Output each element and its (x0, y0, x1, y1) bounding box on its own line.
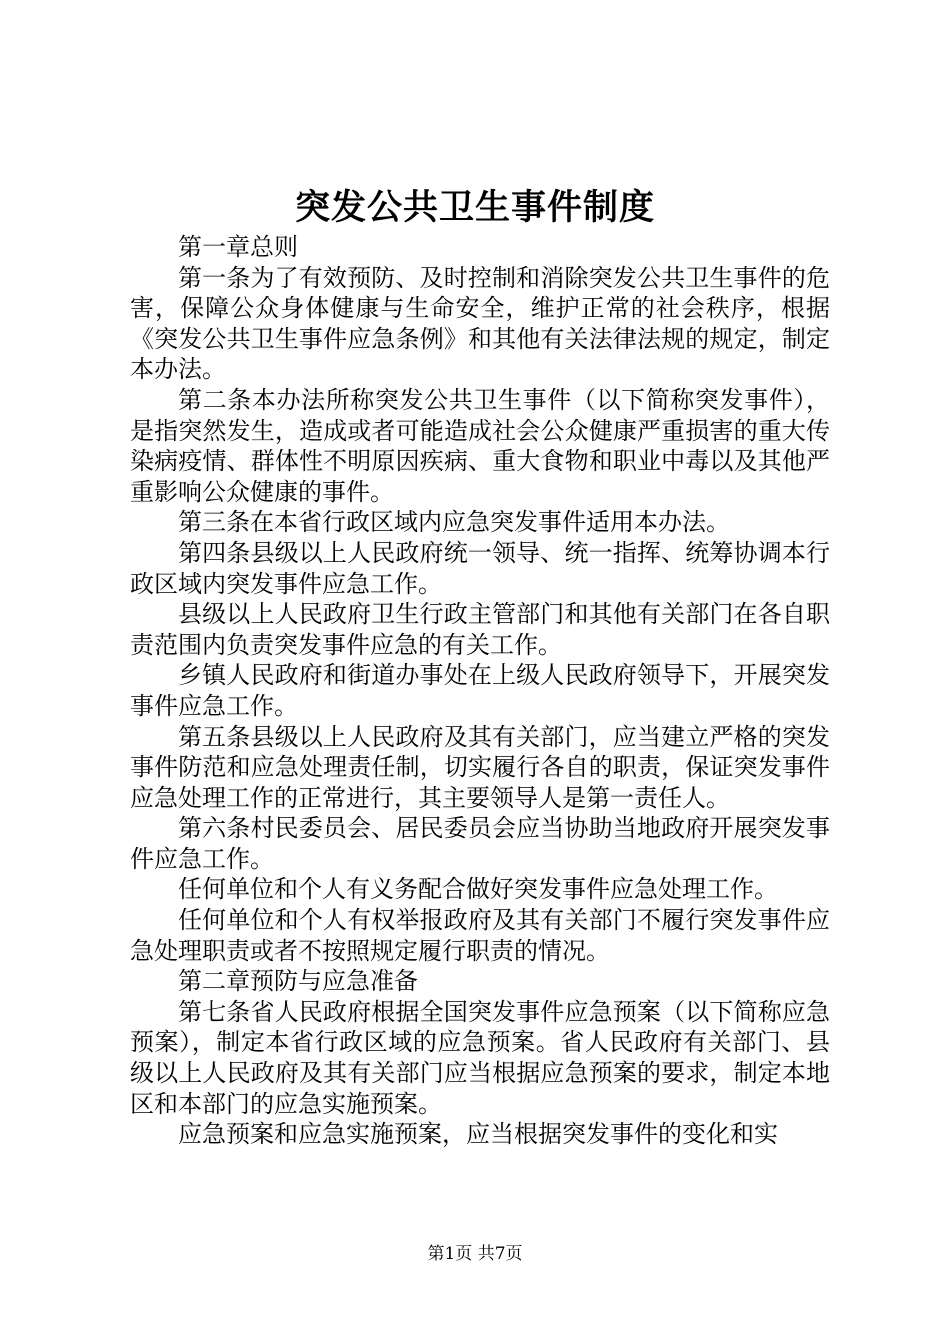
paragraph: 第一条为了有效预防、及时控制和消除突发公共卫生事件的危害，保障公众身体健康与生命安全，维护正常的社会秩序，根据《突发公共卫生事件应急条例》和其他有关法律法规的规定，制定本办法。 (130, 263, 830, 384)
paragraph: 第七条省人民政府根据全国突发事件应急预案（以下简称应急预案），制定本省行政区域的应急预案。省人民政府有关部门、县级以上人民政府及其有关部门应当根据应急预案的要求，制定本地区和本部门的应急实施预案。 (130, 997, 830, 1118)
document-body (130, 232, 830, 1150)
paragraph: 任何单位和个人有权举报政府及其有关部门不履行突发事件应急处理职责或者不按照规定履行职责的情况。 (130, 906, 830, 965)
paragraph: 任何单位和个人有义务配合做好突发事件应急处理工作。 (178, 875, 778, 904)
page-number: 第1页 共7页 (427, 1244, 523, 1264)
paragraph: 应急预案和应急实施预案，应当根据突发事件的变化和实 (178, 1120, 778, 1149)
document-title: 突发公共卫生事件制度 (294, 187, 655, 228)
chapter-heading: 第二章预防与应急准备 (178, 967, 418, 996)
paragraph: 第三条在本省行政区域内应急突发事件适用本办法。 (178, 508, 730, 537)
paragraph: 第五条县级以上人民政府及其有关部门，应当建立严格的突发事件防范和应急处理责任制，切实履行各自的职责，保证突发事件应急处理工作的正常进行，其主要领导人是第一责任人。 (130, 722, 830, 812)
paragraph: 第二条本办法所称突发公共卫生事件（以下简称突发事件），是指突然发生，造成或者可能造成社会公众健康严重损害的重大传染病疫情、群体性不明原因疾病、重大食物和职业中毒以及其他严重影响公众健康的事件。 (130, 385, 830, 506)
paragraph: 县级以上人民政府卫生行政主管部门和其他有关部门在各自职责范围内负责突发事件应急的有关工作。 (130, 600, 830, 659)
paragraph: 乡镇人民政府和街道办事处在上级人民政府领导下，开展突发事件应急工作。 (130, 661, 830, 720)
paragraph: 第六条村民委员会、居民委员会应当协助当地政府开展突发事件应急工作。 (130, 814, 830, 873)
page-footer (0, 1242, 950, 1266)
chapter-heading: 第一章总则 (178, 233, 298, 261)
paragraph: 第四条县级以上人民政府统一领导、统一指挥、统筹协调本行政区域内突发事件应急工作。 (130, 538, 830, 598)
